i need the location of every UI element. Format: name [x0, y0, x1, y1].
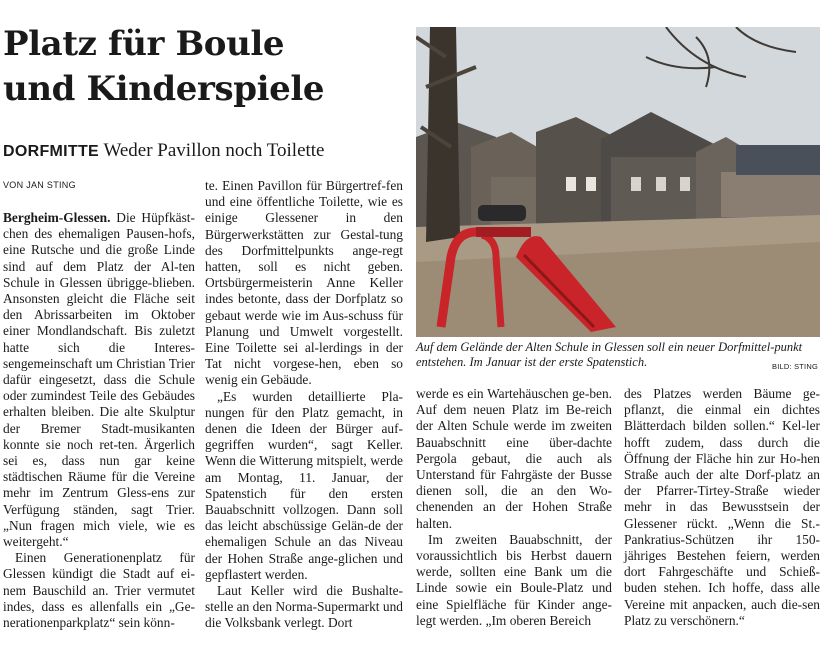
headline: [3, 22, 403, 112]
headline-line-2: und Kinderspiele: [3, 69, 325, 109]
photo-illustration: [416, 27, 820, 337]
article-photo: [416, 27, 820, 337]
article-column-1: [3, 210, 195, 631]
paragraph: Laut Keller wird die Bushalte-stelle an den Norma-Supermarkt und die Volksbank verlegt. Dort: [205, 583, 403, 631]
byline: VON JAN STING: [3, 180, 76, 190]
subheadline: [3, 140, 413, 163]
photo-caption: Auf dem Gelände der Alten Schule in Glessen soll ein neuer Dorfmittel-punkt entstehen. Im Januar ist der erste Spatenstich.: [416, 340, 803, 369]
paragraph: werde es ein Wartehäuschen ge-ben. Auf dem neuen Platz im Be-reich der Alten Schule werde im zweiten Bauabschnitt eine über-dachte Pergola gebaut, die auch als Unterstand für Fahrgäste der Busse dienen soll, die an den Wo-chenenden an der Hohen Straße halten.: [416, 386, 612, 531]
paragraph: Im zweiten Bauabschnitt, der voraussichtlich bis Herbst dauern werde, sollten eine Bank um die Linde sowie ein Boule-Platz und eine Spielfläche für Kinder ange-legt werden. „Im oberen Bereich: [416, 531, 612, 628]
subheadline-text: Weder Pavillon noch Toilette: [103, 140, 325, 161]
headline-line-1: Platz für Boule: [3, 24, 285, 64]
paragraph: „Es wurden detaillierte Pla-nungen für den Platz gemacht, in denen die Ideen der Bürger auf-gegriffen wurden“, sagt Keller. Wenn die Witterung mitspielt, werde am Montag, 11. Januar, der Spatenstich für den ersten Bauabschnitt vollzogen. Dann soll das leicht abschüssige Gelän-de der ehemaligen Schule an das Niveau der Hohen Straße ange-glichen und gepflastert werden.: [205, 388, 403, 582]
parked-car: [478, 205, 526, 221]
article-column-4: [624, 386, 820, 629]
paragraph: te. Einen Pavillon für Bürgertref-fen und eine öffentliche Toilette, wie es einige Glessener in den Bürgerwerkstätten zur Gestal-tung des Dorfmittelpunkts ange-regt hatten, soll es nicht geben. Ortsbürgermeisterin Anne Keller indes betonte, dass der Dorfplatz so gebaut werde wie im Aus-schuss für Planung und Umwelt vorgestellt. Eine Toilette sei al-lerdings in der Tat nicht vorgese-hen, eben so wenig ein Gebäude.: [205, 178, 403, 388]
paragraph: des Platzes werden Bäume ge-pflanzt, die einmal ein dichtes Blätterdach bilden sollen.“ Kel-ler hofft zudem, dass durch die Öffnung der Fläche hin zur Ho-hen Straße auch der alte Dorf-platz an der Pfarrer-Tirtey-Straße wieder mehr in das Bewusstsein der Glessener rückt. „Wenn die St.-Pankratius-Schützen ihr 150-jähriges Bestehen feiern, werden dort Fahrgeschäfte und Schieß-buden stehen. Ich hoffe, dass alle Vereine mit anpacken, auch die-sen Platz zu verschönern.“: [624, 386, 820, 628]
kicker: DORFMITTE: [3, 143, 100, 160]
paragraph-text: Die Hüpfkäst-chen des ehemaligen Pausen-hofs, eine Rutsche und die große Linde sind auf dem Platz der Al-ten Schule in Glessen übrigge-blieben. Ansonsten gleicht die Fläche seit den Abrissarbeiten im Oktober einer Mondlandschaft. Bis zuletzt hatte sich die Interes-sengemeinschaft um Christian Trier dafür eingesetzt, dass die Schule oder zumindest Teile des Gebäudes erhalten bleiben. Die alte Skulptur der Bremer Stadt-musikanten konnte sie noch ret-ten. Ärgerlich sei es, dass nun gar keine städtischen Räume für die Vereine mehr im Zentrum Gless-ens zur Verfügung ständen, sagt Trier. „Nun fragen mich viele, wie es weitergeht.“: [3, 210, 195, 550]
paragraph: Einen Generationenplatz für Glessen kündigt die Stadt auf ei-nem Bauschild an. Trier vermutet indes, dass es allenfalls ein „Ge-nerationenparkplatz“ sein könn-: [3, 550, 195, 631]
paragraph: [3, 210, 195, 550]
article-column-3: [416, 386, 612, 629]
lead-location: Bergheim-Glessen.: [3, 210, 111, 225]
article-column-2: [205, 178, 403, 632]
photo-credit: BILD: STING: [772, 362, 818, 371]
